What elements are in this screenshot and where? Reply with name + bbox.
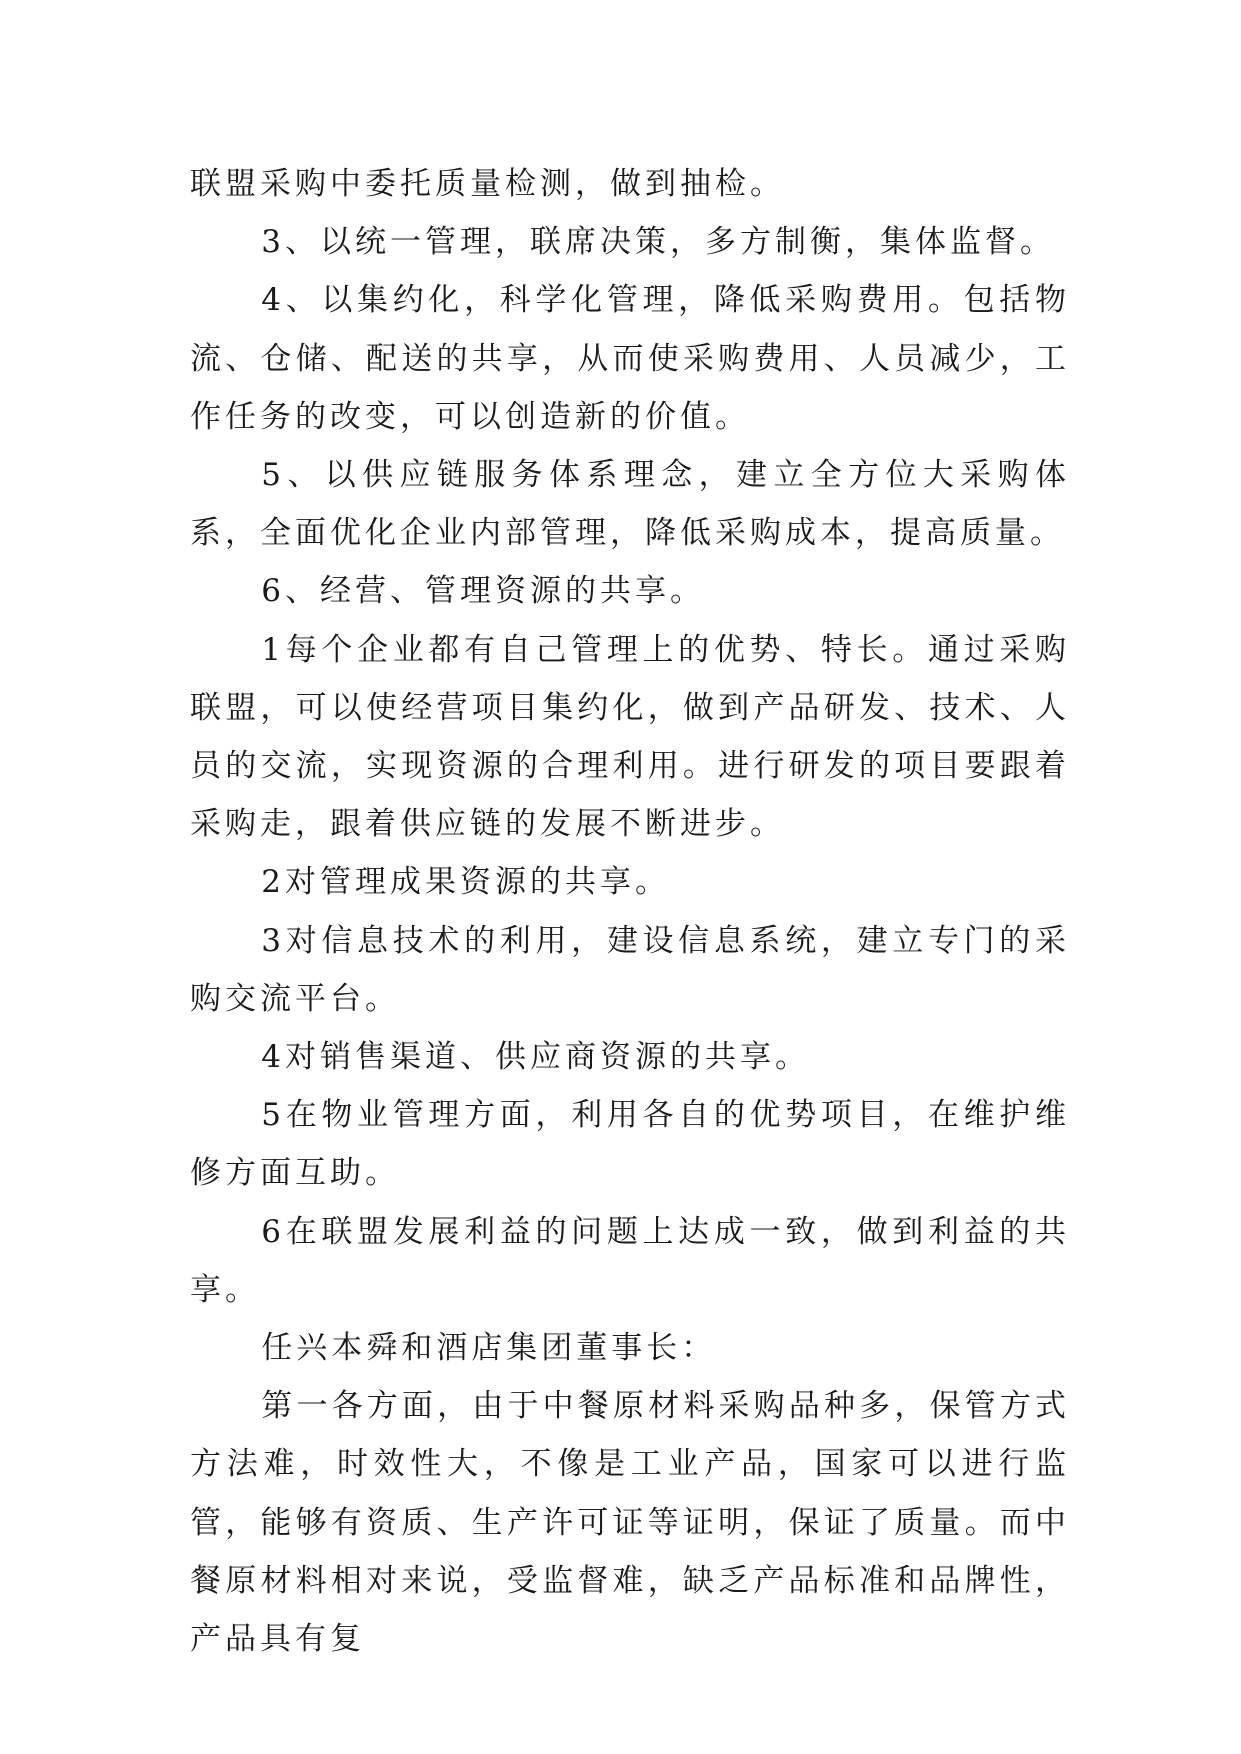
paragraph-11: 6在联盟发展利益的问题上达成一致，做到利益的共享。	[190, 1213, 1070, 1308]
paragraph-5: 6、经营、管理资源的共享。	[261, 573, 706, 610]
paragraph-7: 2对管理成果资源的共享。	[261, 864, 671, 901]
paragraph-1: 联盟采购中委托质量检测，做到抽检。	[190, 166, 785, 202]
paragraph-8: 3对信息技术的利用，建设信息系统，建立专门的采购交流平台。	[190, 922, 1070, 1017]
paragraph-3: 4、以集约化，科学化管理，降低采购费用。包括物流、仓储、配送的共享，从而使采购费用、人员减少，工作任务的改变，可以创造新的价值。	[190, 282, 1070, 435]
document-body	[190, 155, 1070, 1668]
paragraph-9: 4对销售渠道、供应商资源的共享。	[261, 1039, 811, 1076]
paragraph-4: 5、以供应链服务体系理念，建立全方位大采购体系，全面优化企业内部管理，降低采购成本，提高质量。	[190, 457, 1070, 552]
paragraph-10: 5在物业管理方面，利用各自的优势项目，在维护维修方面互助。	[190, 1097, 1070, 1192]
paragraph-6: 1每个企业都有自己管理上的优势、特长。通过采购联盟，可以使经营项目集约化，做到产品研发、技术、人员的交流，实现资源的合理利用。进行研发的项目要跟着采购走，跟着供应链的发展不断进步。	[190, 631, 1070, 843]
paragraph-13: 第一各方面，由于中餐原材料采购品种多，保管方式方法难，时效性大，不像是工业产品，国家可以进行监管，能够有资质、生产许可证等证明，保证了质量。而中餐原材料相对来说，受监督难，缺乏产品标准和品牌性，产品具有复	[190, 1388, 1070, 1658]
paragraph-12: 任兴本舜和酒店集团董事长：	[261, 1330, 717, 1367]
paragraph-2: 3、以统一管理，联席决策，多方制衡，集体监督。	[261, 224, 1056, 261]
